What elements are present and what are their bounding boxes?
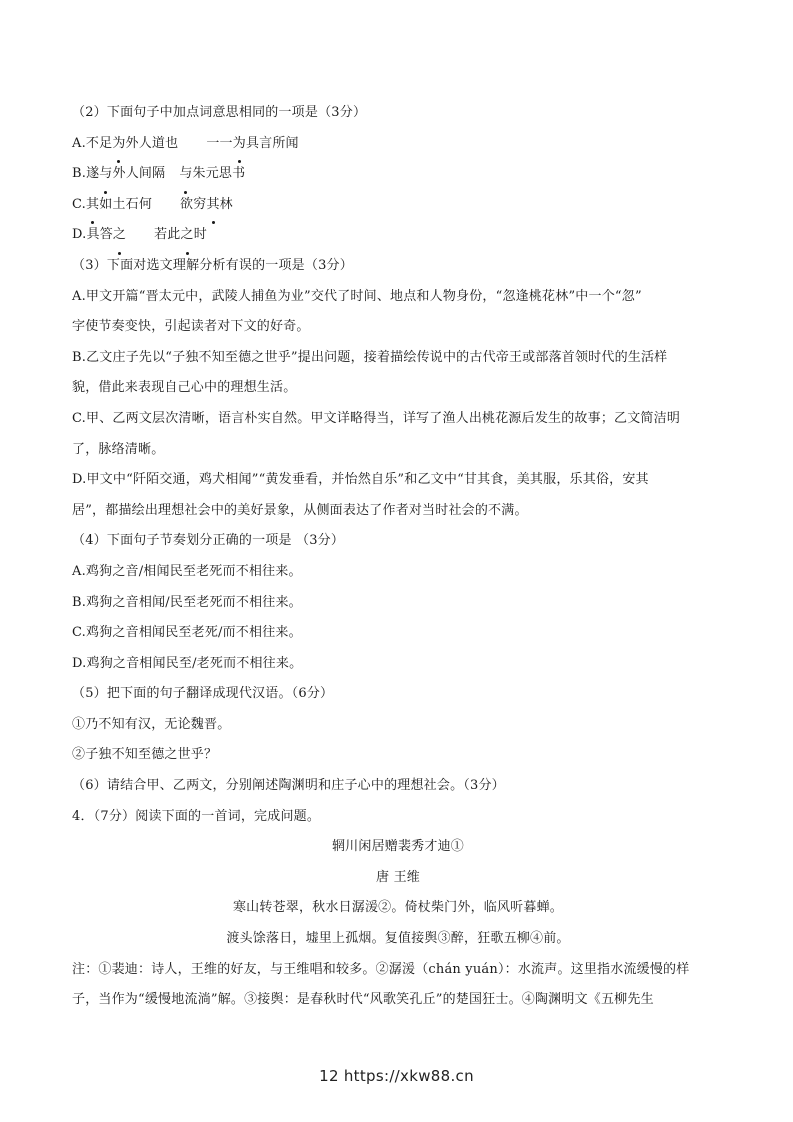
q3-option-c-line-2: 了，脉络清晰。 [72,441,165,457]
poem-title: 辋川闲居赠裴秀才迪① [331,839,464,855]
q2-a-dotted-word-2: 为 [233,129,246,160]
q3-option-b-line-2: 貌，借此来表现自己心中的理想生活。 [72,380,297,396]
q2-c-text-1: C. [72,196,87,212]
q2-option-c [72,190,724,221]
document-body [72,98,724,1016]
q6-stem: （6）请结合甲、乙两文，分别阐述陶渊明和庄子心中的理想社会。（3分） [72,778,505,794]
q2-a-text-3: 一一 [206,135,233,151]
q2-d-text-3: 时 [193,227,207,243]
q3-option-d-line-2: 居”，都描绘出理想社会中的美好景象，从侧面表达了作者对当时社会的不满。 [72,502,528,518]
poem-line-1: 寒山转苍翠，秋水日潺湲②。倚杖柴门外，临风听暮蝉。 [232,900,563,916]
q2-option-d [72,220,724,251]
q4-option-b: B.鸡狗之音相闻/民至老死而不相往来。 [72,594,302,610]
q2-c-text-3: 欲穷 [180,196,207,212]
q2-option-a [72,129,724,160]
q2-b-dotted-word-2: 与 [179,159,192,190]
q2-stem: （2）下面句子中加点词意思相同的一项是（3分） [72,105,367,120]
q2-d-dotted-word-1: 之 [113,220,126,251]
q3-option-b-line-1: B.乙文庄子先以“子独不知至德之世乎”提出问题，接着描绘传说中的古代帝王或部落首领时代的生活样 [72,349,668,365]
q2-b-dotted-word-1: 与 [99,159,112,190]
poem-author: 唐 王维 [376,869,420,885]
q5-sentence-2: ②子独不知至德之世乎？ [72,747,218,763]
question-4-stem: 4．（7分）阅读下面的一首词，完成问题。 [72,808,321,824]
q2-d-text-1: D.具答 [72,227,113,243]
q3-stem: （3）下面对选文理解分析有误的一项是（3分） [72,257,353,273]
q2-a-text-4: 具言所闻 [245,135,299,151]
q2-b-text-3: 朱元思书 [192,166,246,182]
q5-stem: （5）把下面的句子翻译成现代汉语。（6分） [72,686,334,702]
poem-line-2: 渡头馀落日，墟里上孤烟。复值接舆③醉，狂歌五柳④前。 [226,931,570,947]
q5-sentence-1: ①乃不知有汉，无论魏晋。 [72,716,231,732]
q4-option-d: D.鸡狗之音相闻民至/老死而不相往来。 [72,655,303,671]
q2-a-text-1: A.不足 [72,135,113,151]
page-footer: 12 https://xkw88.cn [319,1067,474,1085]
poem-notes-line-2: 子，当作为“缓慢地流淌”解。③接舆：是春秋时代“风歌笑孔丘”的楚国狂士。④陶渊明文《五柳先生 [72,992,654,1008]
q2-c-dotted-word-1: 其 [86,190,99,221]
q2-b-text-2: 外人间隔 [112,166,166,182]
q2-b-text-1: B.遂 [72,166,100,182]
q2-c-dotted-word-2: 其 [206,190,219,221]
q4-stem: （4）下面句子节奏划分正确的一项是 （3分） [72,533,345,549]
q2-a-text-2: 外人道也 [125,135,179,151]
q4-option-c: C.鸡狗之音相闻民至老死/而不相往来。 [72,625,302,641]
q3-option-d-line-1: D.甲文中“阡陌交通，鸡犬相闻”“黄发垂看，并怡然自乐”和乙文中“甘其食，美其服，乐其俗，安其 [72,472,649,488]
poem-notes-line-1: 注：①裴迪：诗人，王维的好友，与王维唱和较多。②潺湲（chán yuán）：水流声。这里指水流缓慢的样 [72,961,690,977]
q2-c-text-2: 如土石何 [99,196,153,212]
q2-option-b [72,159,724,190]
q3-option-a-line-1: A.甲文开篇“晋太元中，武陵人捕鱼为业”交代了时间、地点和人物身份，“忽逢桃花林”中一个“忽” [72,288,642,304]
q2-c-text-4: 林 [219,196,233,212]
q2-d-dotted-word-2: 之 [181,220,194,251]
q4-option-a: A.鸡狗之音/相闻民至老死而不相往来。 [72,563,302,579]
q3-option-c-line-1: C.甲、乙两文层次清晰，语言朴实自然。甲文详略得当，详写了渔人出桃花源后发生的故事；乙文简洁明 [72,410,681,426]
q2-d-text-2: 若此 [154,227,181,243]
q3-option-a-line-2: 字使节奏变快，引起读者对下文的好奇。 [72,319,310,335]
q2-a-dotted-word-1: 为 [112,129,125,160]
